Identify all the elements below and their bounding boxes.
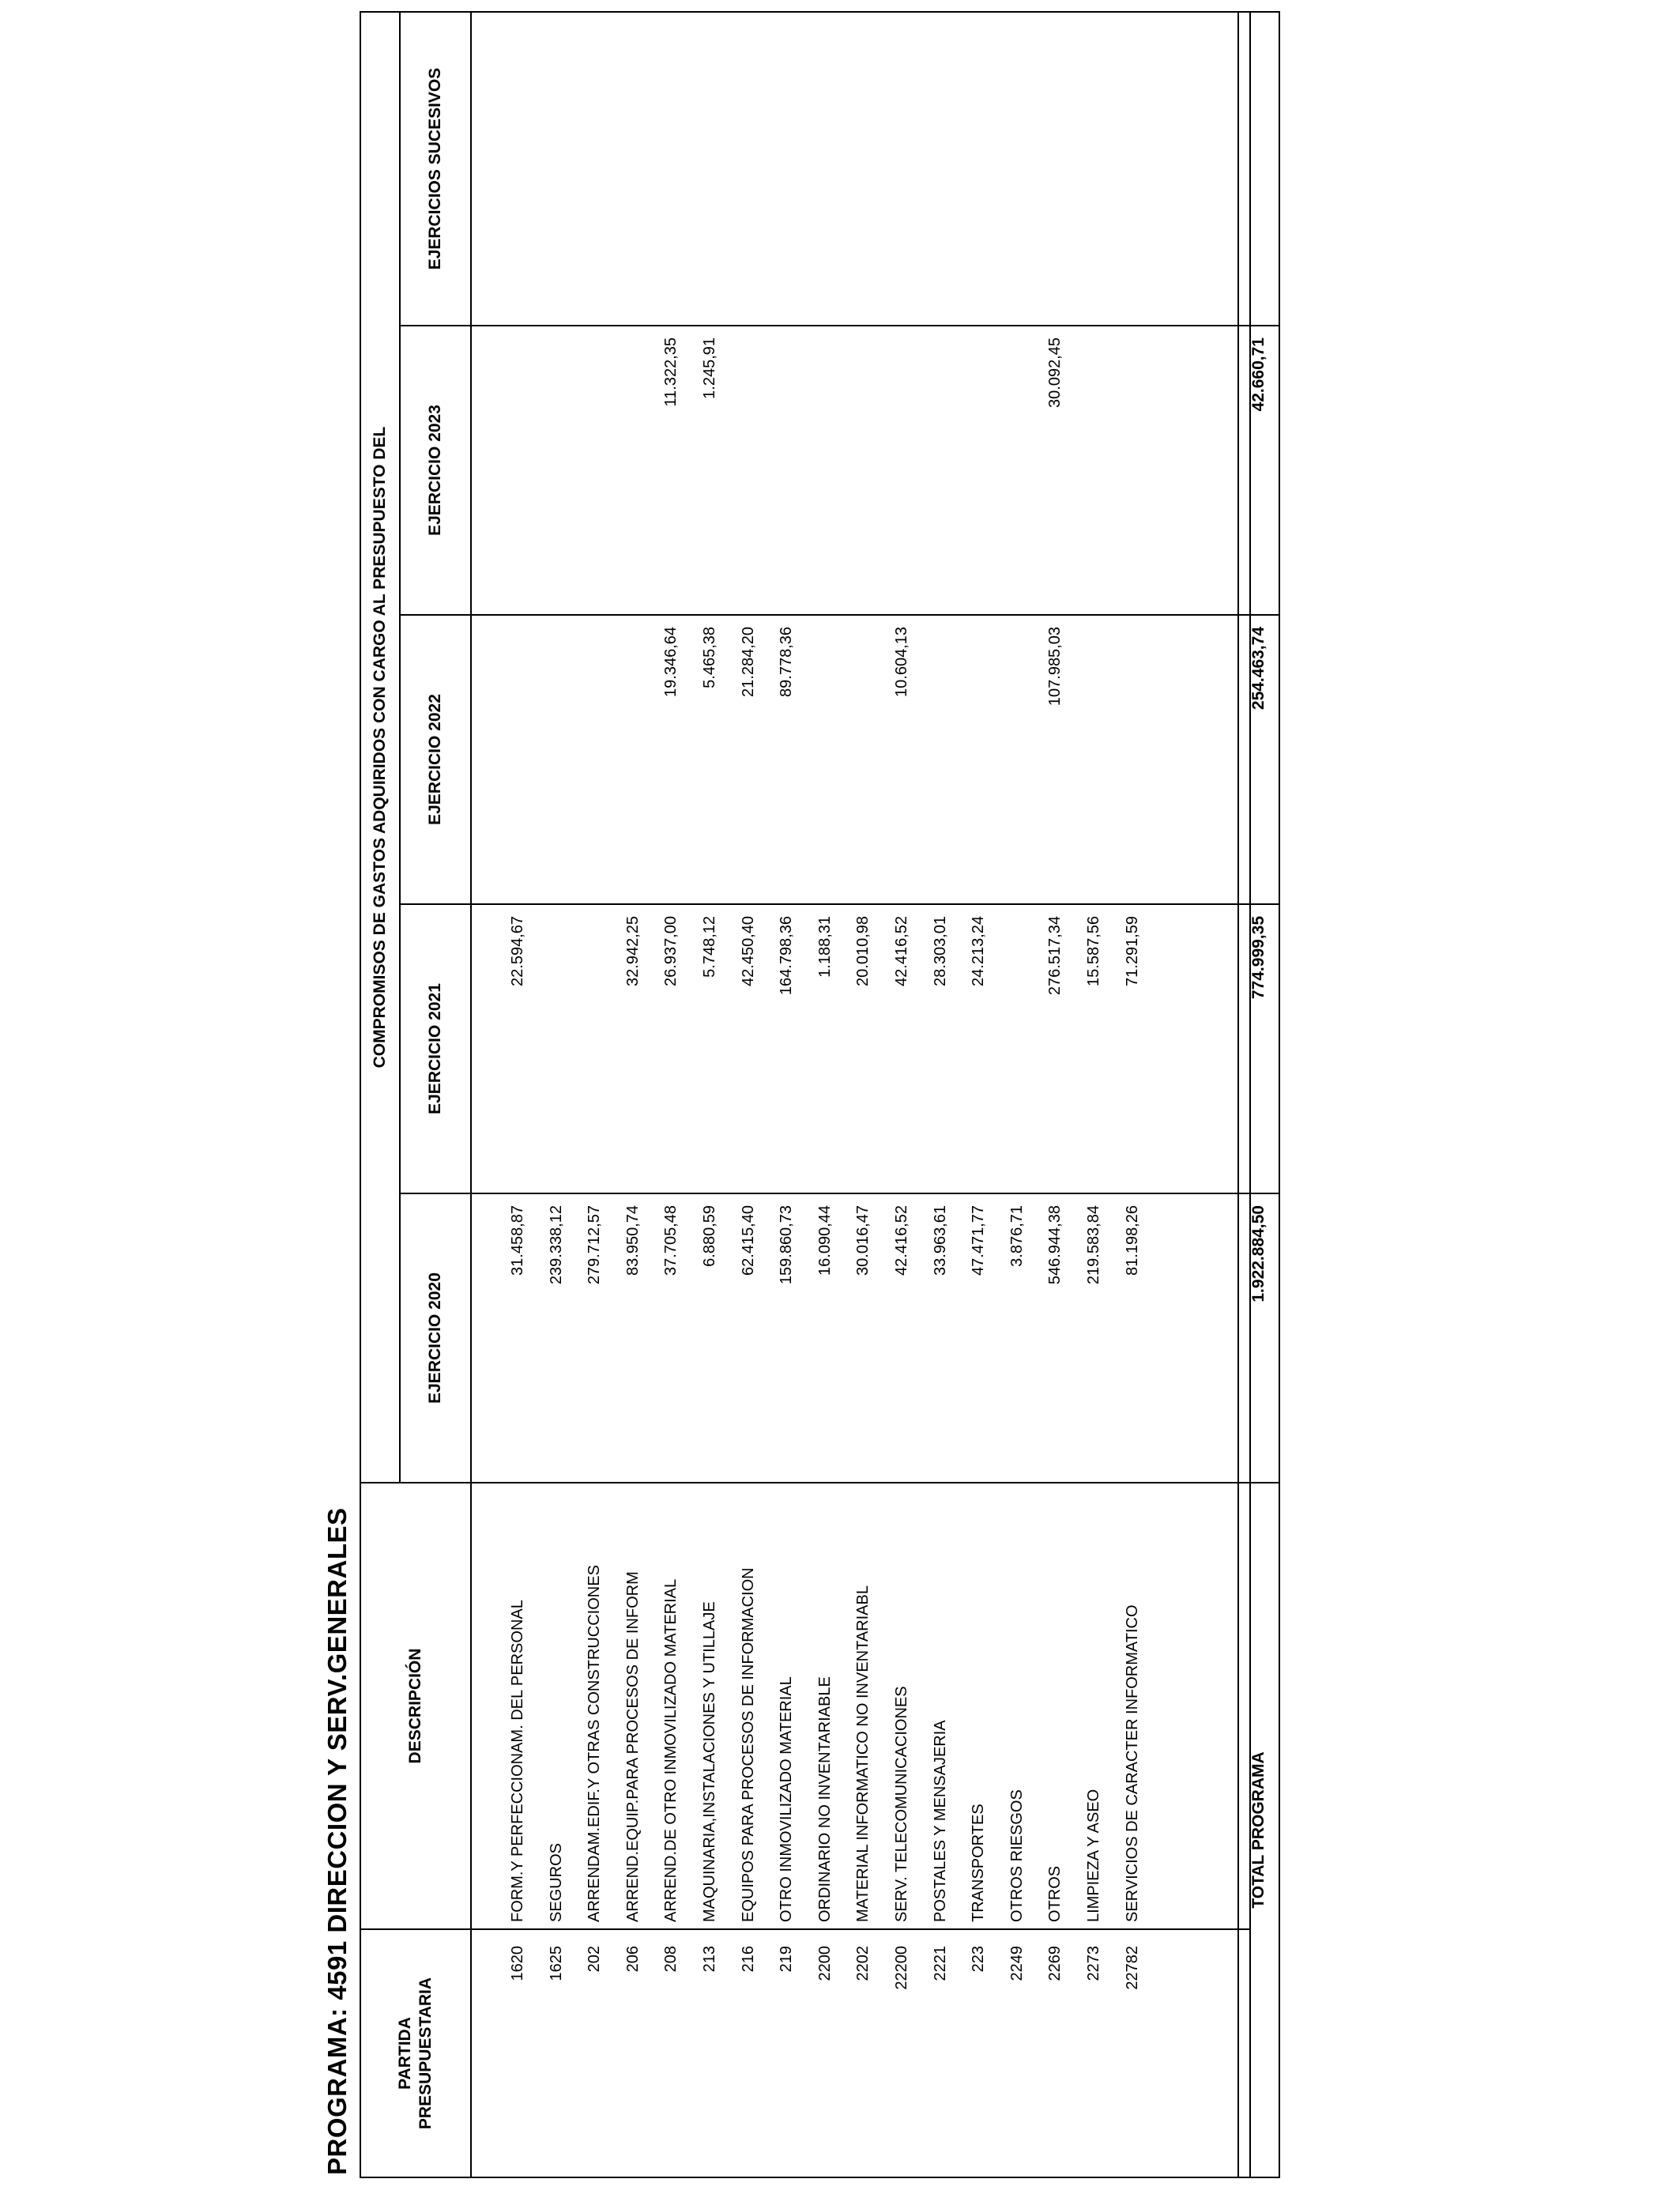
ejercicios-sucesivos-value: [959, 13, 998, 325]
descripcion-text: SERV. TELECOMUNICACIONES: [892, 1686, 910, 1922]
total-sucesivos: [1238, 12, 1279, 326]
ejercicios-sucesivos-value: [537, 13, 576, 325]
header-partida: [360, 1929, 471, 2177]
ejercicio-2021-value: [998, 905, 1037, 1193]
ejercicio-2023-value: [499, 326, 537, 614]
ejercicio-2023-value: [537, 326, 576, 614]
header-partida-line2: PRESUPUESTARIA: [416, 1977, 435, 2130]
partida-code: 216: [739, 1946, 757, 1973]
total-ej2020: 1.922.884,50: [1238, 1193, 1279, 1483]
col-ej2021-values: [471, 904, 1250, 1193]
ejercicio-2021-value: 32.942,25: [623, 916, 642, 986]
ejercicio-2023-value: [806, 326, 845, 614]
ejercicio-2020-value: 62.415,40: [739, 1205, 757, 1276]
ejercicio-2021-value: [575, 905, 614, 1193]
descripcion-text: FORM.Y PERFECCIONAM. DEL PERSONAL: [509, 1600, 526, 1922]
ejercicio-2023-value: [844, 326, 883, 614]
ejercicio-2022-value: [614, 616, 653, 903]
header-ej2020: EJERCICIO 2020: [400, 1193, 471, 1483]
descripcion-text: ARRENDAM.EDIF.Y OTRAS CONSTRUCCIONES: [586, 1565, 604, 1922]
ejercicio-2022-value: 19.346,64: [662, 627, 680, 697]
col-ej2022-values: [471, 615, 1250, 904]
ejercicios-sucesivos-value: [575, 13, 614, 325]
ejercicio-2022-value: 5.465,38: [700, 627, 718, 688]
partida-code: 208: [662, 1946, 680, 1973]
descripcion-text: SERVICIOS DE CARACTER INFORMATICO: [1123, 1604, 1141, 1922]
partida-code: 2273: [1084, 1946, 1102, 1981]
ejercicio-2021-value: 1.188,31: [816, 916, 834, 978]
total-table: [1237, 11, 1280, 2178]
ejercicio-2020-value: 30.016,47: [854, 1205, 872, 1276]
ejercicio-2022-value: [806, 616, 845, 903]
ejercicio-2023-value: [767, 326, 806, 614]
ejercicio-2022-value: [1113, 616, 1152, 903]
ejercicio-2022-value: 89.778,36: [778, 627, 796, 697]
total-ej2023: 42.660,71: [1238, 326, 1279, 615]
ejercicio-2023-value: [998, 326, 1037, 614]
ejercicio-2023-value: [614, 326, 653, 614]
ejercicio-2021-value: 26.937,00: [662, 916, 680, 986]
col-descriptions: [471, 1483, 1250, 1929]
descripcion-text: MATERIAL INFORMATICO NO INVENTARIABL: [854, 1585, 872, 1922]
ejercicio-2021-value: 22.594,67: [509, 916, 526, 986]
ejercicio-2021-value: 42.450,40: [739, 916, 757, 986]
ejercicio-2020-value: 546.944,38: [1046, 1205, 1064, 1285]
ejercicio-2020-value: 239.338,12: [547, 1205, 565, 1285]
total-ej2021: 774.999,35: [1238, 904, 1279, 1193]
ejercicio-2022-value: [921, 616, 960, 903]
budget-table: [360, 11, 1251, 2178]
total-row: [1238, 12, 1279, 2177]
partida-code: 2200: [816, 1946, 834, 1981]
descripcion-text: MAQUINARIA,INSTALACIONES Y UTILLAJE: [700, 1601, 718, 1922]
ejercicio-2021-value: 71.291,59: [1123, 916, 1141, 986]
ejercicios-sucesivos-value: [921, 13, 960, 325]
partida-code: 2221: [931, 1946, 949, 1981]
descripcion-text: ARREND.EQUIP.PARA PROCESOS DE INFORM: [623, 1571, 642, 1922]
ejercicio-2022-value: [537, 616, 576, 903]
partida-code: 206: [623, 1946, 642, 1973]
ejercicios-sucesivos-value: [767, 13, 806, 325]
ejercicio-2022-value: [844, 616, 883, 903]
ejercicio-2022-value: 21.284,20: [739, 627, 757, 697]
ejercicios-sucesivos-value: [614, 13, 653, 325]
total-label: TOTAL PROGRAMA: [1238, 1483, 1279, 2177]
partida-code: 22782: [1123, 1946, 1141, 1990]
header-ej2021: EJERCICIO 2021: [400, 904, 471, 1193]
ejercicio-2021-value: [537, 905, 576, 1193]
ejercicio-2021-value: 24.213,24: [970, 916, 988, 986]
partida-code: 213: [700, 1946, 718, 1973]
descripcion-text: TRANSPORTES: [970, 1804, 988, 1922]
ejercicio-2020-value: 47.471,77: [970, 1205, 988, 1276]
ejercicio-2022-value: 107.985,03: [1046, 627, 1064, 707]
ejercicios-sucesivos-value: [883, 13, 921, 325]
ejercicios-sucesivos-value: [844, 13, 883, 325]
partida-code: 2202: [854, 1946, 872, 1981]
partida-code: 2269: [1046, 1946, 1064, 1981]
descripcion-text: OTROS: [1046, 1865, 1064, 1922]
ejercicio-2023-value: [729, 326, 768, 614]
ejercicio-2022-value: [998, 616, 1037, 903]
ejercicio-2021-value: 20.010,98: [854, 916, 872, 986]
descripcion-text: EQUIPOS PARA PROCESOS DE INFORMACION: [739, 1567, 757, 1922]
ejercicio-2023-value: 1.245,91: [700, 337, 718, 399]
ejercicio-2022-value: [575, 616, 614, 903]
partida-code: 2249: [1008, 1946, 1026, 1981]
ejercicio-2022-value: 10.604,13: [892, 627, 910, 697]
partida-code: 22200: [892, 1946, 910, 1990]
ejercicio-2020-value: 33.963,61: [931, 1205, 949, 1276]
ejercicios-sucesivos-value: [998, 13, 1037, 325]
descripcion-text: ARREND.DE OTRO INMOVILIZADO MATERIAL: [662, 1578, 680, 1922]
header-sucesivos: EJERCICIOS SUCESIVOS: [400, 12, 471, 326]
ejercicio-2022-value: [959, 616, 998, 903]
descripcion-text: OTROS RIESGOS: [1008, 1789, 1026, 1922]
page-title: PROGRAMA: 4591 DIRECCION Y SERV.GENERALES: [322, 1507, 352, 2175]
ejercicios-sucesivos-value: [806, 13, 845, 325]
ejercicio-2021-value: 28.303,01: [931, 916, 949, 986]
partida-code: 1620: [509, 1946, 526, 1981]
ejercicio-2022-value: [499, 616, 537, 903]
header-partida-line1: PARTIDA: [396, 2017, 414, 2090]
ejercicio-2023-value: [1113, 326, 1152, 614]
ejercicio-2020-value: 81.198,26: [1123, 1205, 1141, 1276]
ejercicios-sucesivos-value: [729, 13, 768, 325]
ejercicios-sucesivos-value: [691, 13, 729, 325]
partida-code: 1625: [547, 1946, 565, 1981]
ejercicio-2020-value: 83.950,74: [623, 1205, 642, 1276]
ejercicio-2021-value: 276.517,34: [1046, 916, 1064, 996]
partida-code: 202: [586, 1946, 604, 1973]
partida-code: 223: [970, 1946, 988, 1973]
ejercicio-2021-value: 42.416,52: [892, 916, 910, 986]
ejercicio-2023-value: 30.092,45: [1046, 337, 1064, 408]
ejercicio-2020-value: 31.458,87: [509, 1205, 526, 1276]
ejercicios-sucesivos-value: [1036, 13, 1075, 325]
ejercicio-2023-value: [921, 326, 960, 614]
ejercicio-2020-value: 3.876,71: [1008, 1205, 1026, 1267]
ejercicio-2022-value: [1075, 616, 1113, 903]
ejercicios-sucesivos-value: [1075, 13, 1113, 325]
total-ej2022: 254.463,74: [1238, 615, 1279, 904]
ejercicio-2020-value: 219.583,84: [1084, 1205, 1102, 1285]
col-ej2020-values: [471, 1193, 1250, 1483]
header-descripcion: DESCRIPCIÓN: [360, 1483, 471, 1929]
ejercicios-sucesivos-value: [1113, 13, 1152, 325]
descripcion-text: OTRO INMOVILIZADO MATERIAL: [778, 1676, 796, 1922]
ejercicios-sucesivos-value: [652, 13, 691, 325]
descripcion-text: ORDINARIO NO INVENTARIABLE: [816, 1676, 834, 1922]
ejercicio-2020-value: 6.880,59: [700, 1205, 718, 1267]
ejercicio-2023-value: [883, 326, 921, 614]
ejercicio-2020-value: 279.712,57: [586, 1205, 604, 1285]
col-sucesivos-values: [471, 12, 1250, 326]
ejercicios-sucesivos-value: [499, 13, 537, 325]
ejercicio-2023-value: 11.322,35: [662, 337, 680, 407]
descripcion-text: SEGUROS: [547, 1842, 565, 1922]
ejercicio-2020-value: 42.416,52: [892, 1205, 910, 1276]
descripcion-text: LIMPIEZA Y ASEO: [1084, 1789, 1102, 1922]
header-ej2022: EJERCICIO 2022: [400, 615, 471, 904]
ejercicio-2020-value: 16.090,44: [816, 1205, 834, 1276]
ejercicio-2020-value: 159.860,73: [778, 1205, 796, 1285]
col-ej2023-values: [471, 326, 1250, 615]
ejercicio-2021-value: 15.587,56: [1084, 916, 1102, 986]
ejercicio-2020-value: 37.705,48: [662, 1205, 680, 1276]
ejercicio-2021-value: 5.748,12: [700, 916, 718, 978]
ejercicio-2023-value: [575, 326, 614, 614]
descripcion-text: POSTALES Y MENSAJERIA: [931, 1720, 949, 1922]
ejercicio-2021-value: 164.798,36: [778, 916, 796, 996]
partida-code: 219: [778, 1946, 796, 1973]
header-compromisos: COMPROMISOS DE GASTOS ADQUIRIDOS CON CARGO AL PRESUPUESTO DEL: [360, 12, 400, 1483]
header-ej2023: EJERCICIO 2023: [400, 326, 471, 615]
ejercicio-2023-value: [959, 326, 998, 614]
ejercicio-2023-value: [1075, 326, 1113, 614]
col-codes: [471, 1929, 1250, 2177]
